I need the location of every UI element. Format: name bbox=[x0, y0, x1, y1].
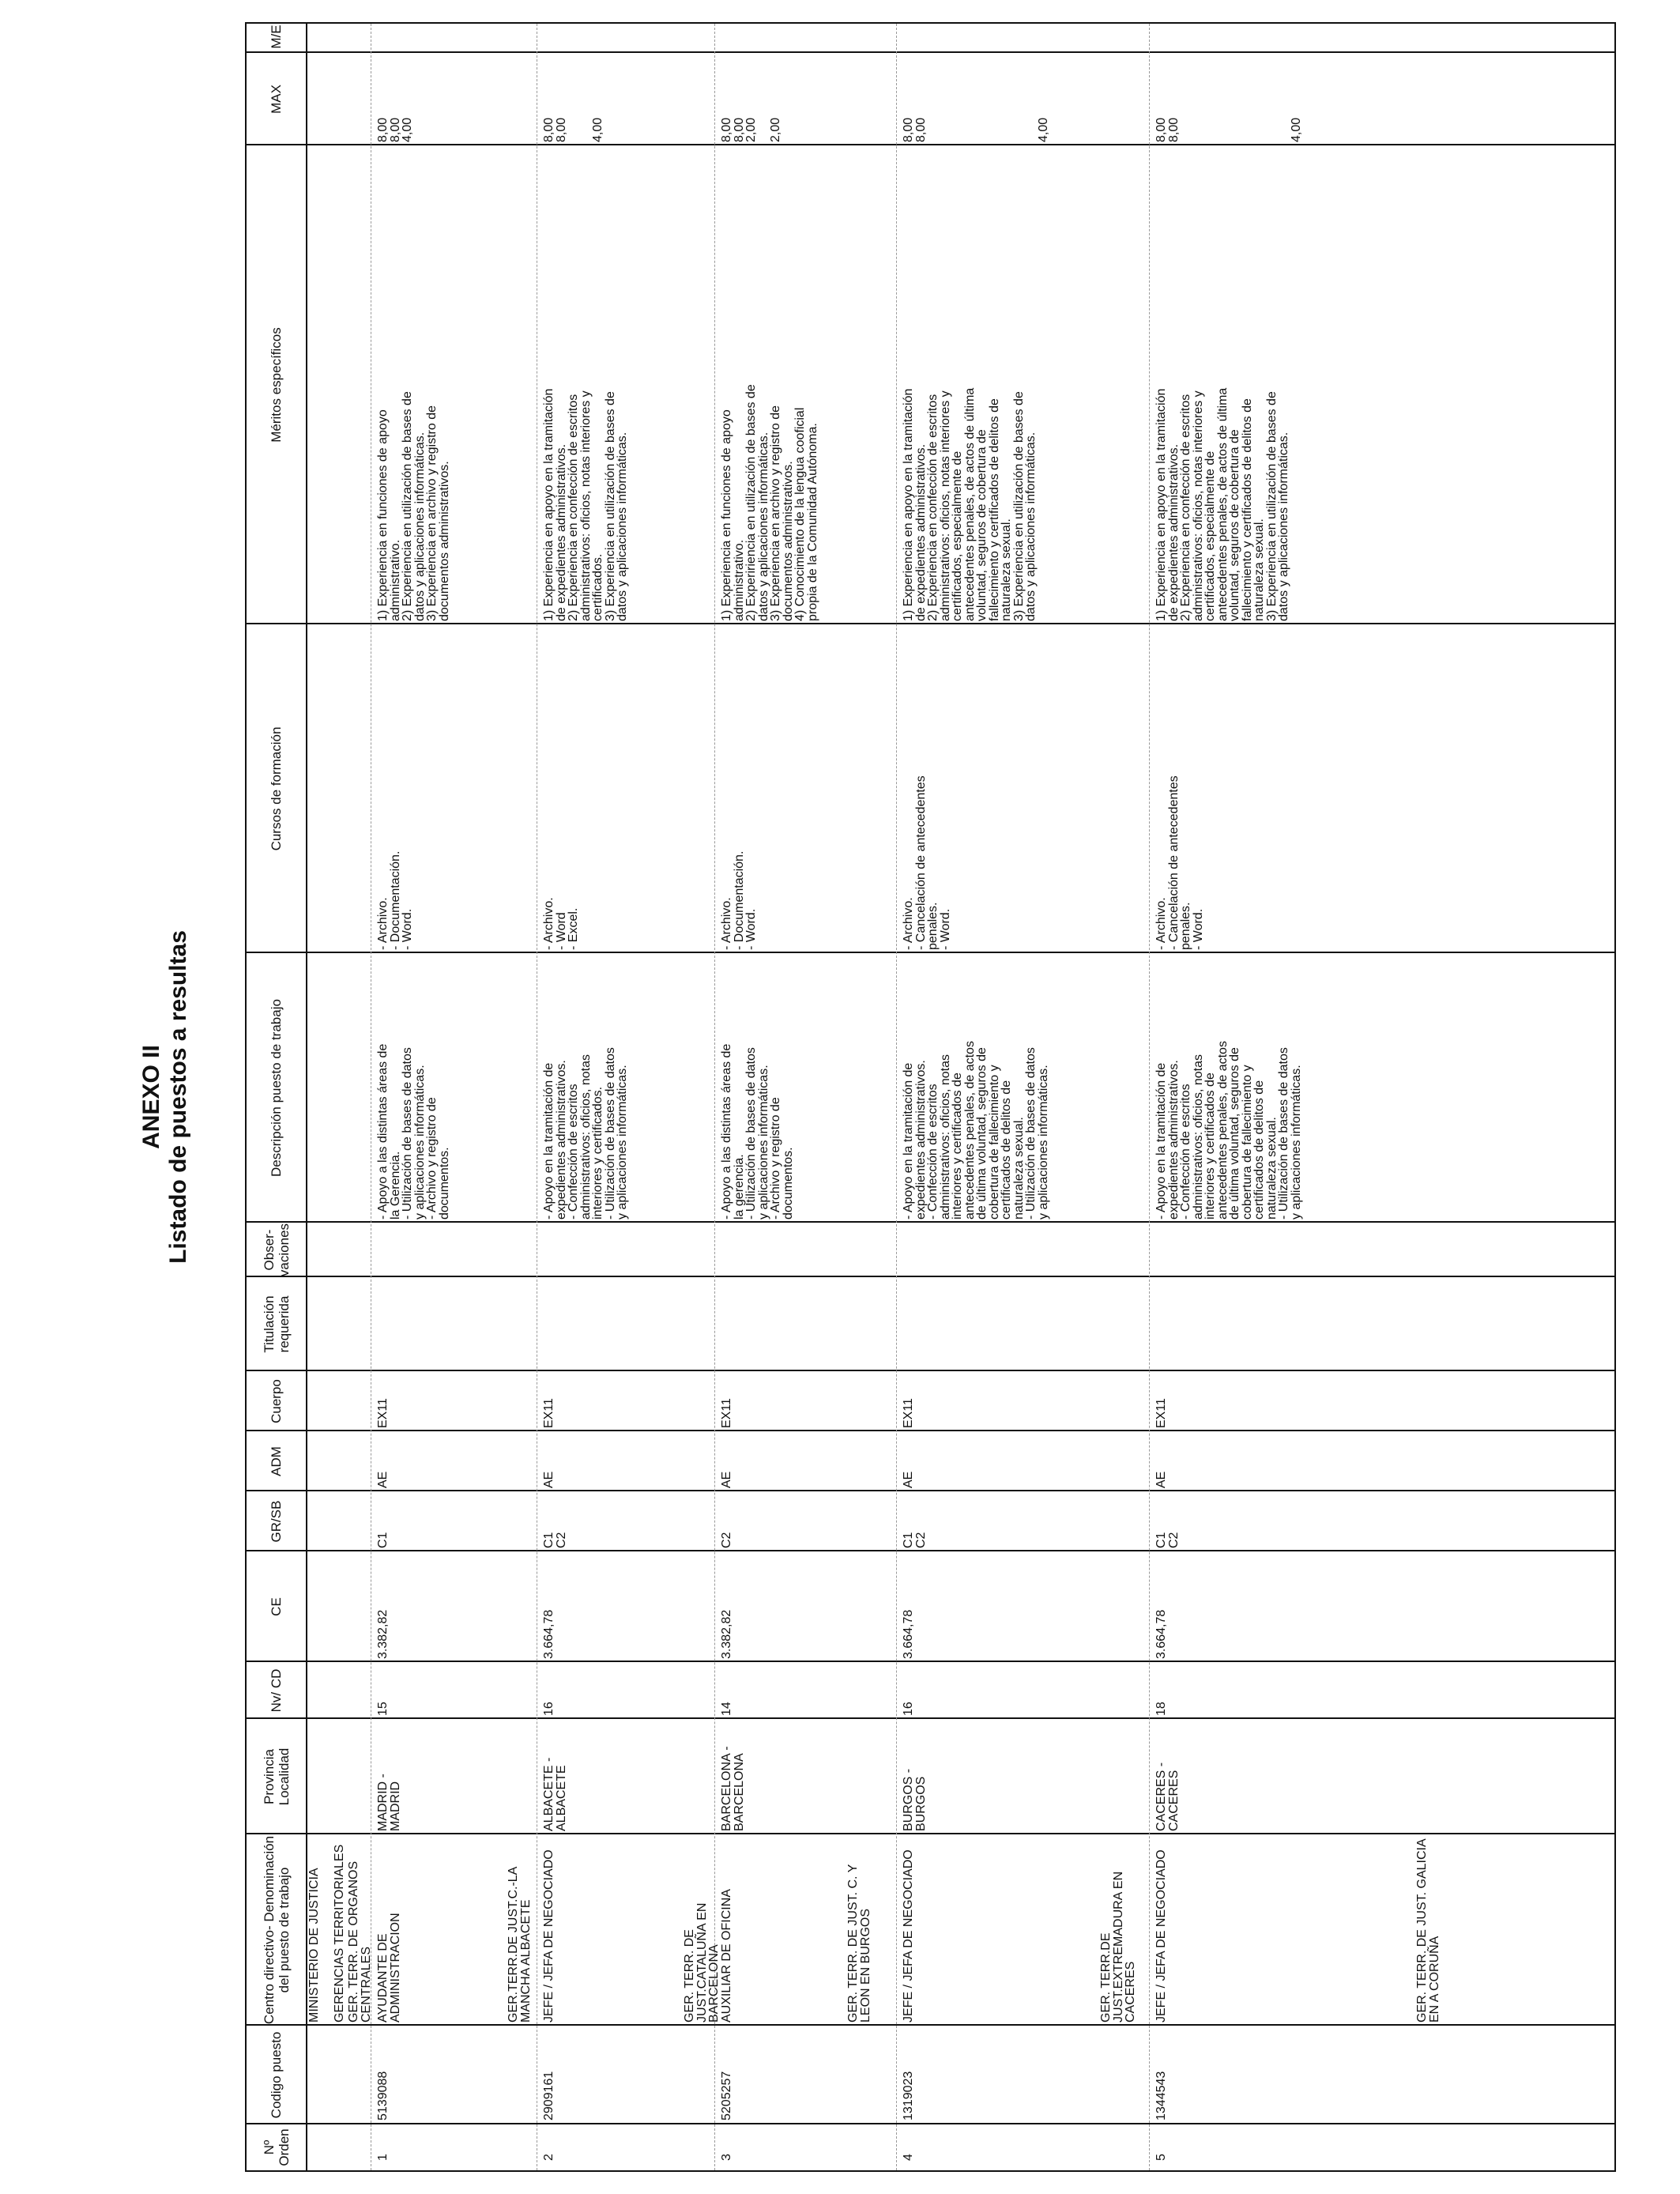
provincia-localidad: BURGOS - BURGOS bbox=[902, 1768, 928, 1831]
header-descripcion: Descripción puesto de trabajo bbox=[269, 999, 284, 1177]
nivel-cd: 15 bbox=[376, 1702, 390, 1716]
complemento-especifico: 3.382,82 bbox=[720, 1609, 733, 1659]
codigo-puesto: 1319023 bbox=[902, 2071, 915, 2120]
header-nivel: Nv/ CD bbox=[269, 1668, 284, 1713]
grupo-subgrupo: C1 C2 bbox=[902, 1532, 928, 1548]
header-centro: Centro directivo- Denominación del puesto de trabajo bbox=[261, 1835, 292, 2025]
adm-type: AE bbox=[1155, 1471, 1168, 1488]
puesto-denominacion: AYUDANTE DE ADMINISTRACION bbox=[376, 1913, 402, 2022]
cuerpo-code: EX11 bbox=[1155, 1398, 1168, 1428]
cursos-formacion: - Archivo. - Cancelación de antecedentes penales. - Word. bbox=[902, 775, 952, 950]
title-anexo: ANEXO II bbox=[138, 1045, 164, 1149]
orden-number: 2 bbox=[542, 2154, 556, 2161]
cuerpo-code: EX11 bbox=[542, 1398, 556, 1428]
orden-number: 5 bbox=[1155, 2154, 1168, 2161]
col-sep bbox=[247, 1550, 1614, 1551]
title-block bbox=[138, 0, 192, 2194]
col-sep bbox=[247, 1430, 1614, 1431]
cuerpo-code: EX11 bbox=[376, 1398, 390, 1428]
descripcion-puesto: - Apoyo en la tramitación de expedientes administrativos. - Confección de escritos administrativos: oficios, notas interiores y certificados de antecedentes penales, de actos de última voluntad, seguros de cobertura de fallecimiento y certificados de delitos de naturaleza sexual. - Utilización de bases de datos y aplicaciones informáticas. bbox=[1155, 1041, 1303, 1220]
col-sep bbox=[247, 1661, 1614, 1662]
adm-type: AE bbox=[542, 1471, 556, 1488]
nivel-cd: 16 bbox=[542, 1702, 556, 1716]
max-scores: 8,00 8,00 4,00 bbox=[542, 117, 605, 142]
col-sep bbox=[247, 51, 1614, 53]
nivel-cd: 14 bbox=[720, 1702, 733, 1716]
complemento-especifico: 3.664,78 bbox=[542, 1609, 556, 1659]
puesto-denominacion: AUXILIAR DE OFICINA bbox=[720, 1889, 733, 2022]
meritos-especificos: 1) Experiencia en funciones de apoyo administrativo. 2) Experiencia en utilización de bases de datos y aplicaciones informáticas. 3) Experiencia en archivo y registro de documentos administrativos. bbox=[376, 391, 451, 621]
cuerpo-code: EX11 bbox=[902, 1398, 915, 1428]
provincia-localidad: BARCELONA - BARCELONA bbox=[720, 1746, 746, 1831]
header-titulacion: Titulación requerida bbox=[261, 1295, 292, 1353]
header-codigo: Codigo puesto bbox=[269, 2031, 284, 2119]
provincia-localidad: ALBACETE - ALBACETE bbox=[542, 1757, 568, 1831]
max-scores: 8,00 8,00 4,00 bbox=[1155, 117, 1303, 142]
meritos-especificos: 1) Experiencia en apoyo en la tramitación de expedientes administrativos. 2) Experiencia en confección de escritos administrativos: oficios, notas interiores y certificados, especialmente de antecedentes penales, de actos de última voluntad, seguros de cobertura de fallecimiento y certificados de delitos de naturaleza sexual. 3) Experiencia en utilización de bases de datos y aplicaciones informáticas. bbox=[1155, 387, 1290, 621]
col-sep bbox=[247, 2024, 1614, 2026]
group-gerencias: GERENCIAS TERRITORIALES bbox=[333, 1844, 346, 2022]
orden-number: 3 bbox=[720, 2154, 733, 2161]
puesto-denominacion: JEFE / JEFA DE NEGOCIADO bbox=[1155, 1849, 1168, 2022]
grupo-subgrupo: C2 bbox=[720, 1532, 733, 1548]
col-sep bbox=[247, 1490, 1614, 1491]
positions-table bbox=[245, 22, 1616, 2172]
codigo-puesto: 5139088 bbox=[376, 2071, 390, 2120]
adm-type: AE bbox=[720, 1471, 733, 1488]
header-max: MAX bbox=[269, 85, 284, 114]
grupo-subgrupo: C1 C2 bbox=[1155, 1532, 1181, 1548]
header-ce: CE bbox=[269, 1597, 284, 1616]
descripcion-puesto: - Apoyo en la tramitación de expedientes administrativos. - Confección de escritos administrativos: oficios, notas interiores y certificados de antecedentes penales, de actos de última voluntad, seguros de cobertura de fallecimiento y certificados de delitos de naturaleza sexual. - Utilización de bases de datos y aplicaciones informáticas. bbox=[902, 1041, 1050, 1220]
codigo-puesto: 1344543 bbox=[1155, 2071, 1168, 2120]
orden-number: 4 bbox=[902, 2154, 915, 2161]
meritos-especificos: 1) Experiencia en apoyo en la tramitación de expedientes administrativos. 2) Experiencia en confección de escritos administrativos: oficios, notas interiores y certificados, especialmente de antecedentes penales, de actos de última voluntad, seguros de cobertura de fallecimiento y certificados de delitos de naturaleza sexual. 3) Experiencia en utilización de bases de datos y aplicaciones informáticas. bbox=[902, 387, 1038, 621]
grupo-subgrupo: C1 C2 bbox=[542, 1532, 568, 1548]
nivel-cd: 18 bbox=[1155, 1702, 1168, 1716]
centro-directivo: GER. TERR. DE ORGANOS CENTRALES bbox=[347, 1860, 373, 2022]
header-cursos: Cursos de formación bbox=[269, 726, 284, 851]
cursos-formacion: - Archivo. - Cancelación de antecedentes penales. - Word. bbox=[1155, 775, 1205, 950]
centro-directivo: GER. TERR. DE JUST. C. Y LEON EN BURGOS bbox=[846, 1864, 872, 2022]
codigo-puesto: 2909161 bbox=[542, 2071, 556, 2120]
row-separator bbox=[896, 24, 897, 2170]
header-meritos: Méritos específicos bbox=[269, 327, 284, 443]
centro-directivo: GER. TERR. DE JUST.CATALUÑA EN BARCELONA bbox=[683, 1902, 721, 2022]
col-sep bbox=[247, 1221, 1614, 1223]
orden-number: 1 bbox=[376, 2154, 390, 2161]
row-separator bbox=[1149, 24, 1150, 2170]
cursos-formacion: - Archivo. - Documentación. - Word. bbox=[376, 850, 414, 950]
codigo-puesto: 5205257 bbox=[720, 2071, 733, 2120]
col-sep bbox=[247, 623, 1614, 624]
centro-directivo: GER.TERR.DE JUST.C.-LA MANCHA ALBACETE bbox=[507, 1866, 533, 2022]
col-sep bbox=[247, 952, 1614, 953]
cursos-formacion: - Archivo. - Word - Excel. bbox=[542, 897, 580, 950]
header-me: M/E bbox=[269, 25, 284, 49]
header-grsb: GR/SB bbox=[269, 1500, 284, 1543]
provincia-localidad: CACERES - CACERES bbox=[1155, 1762, 1181, 1831]
header-observaciones: Obser- vaciones bbox=[261, 1223, 292, 1277]
title-listado: Listado de puestos a resultas bbox=[165, 930, 191, 1264]
adm-type: AE bbox=[902, 1471, 915, 1488]
nivel-cd: 16 bbox=[902, 1702, 915, 1716]
max-scores: 8,00 8,00 4,00 bbox=[376, 117, 414, 142]
col-sep bbox=[247, 144, 1614, 145]
complemento-especifico: 3.664,78 bbox=[902, 1609, 915, 1659]
max-scores: 8,00 8,00 4,00 bbox=[902, 117, 1050, 142]
adm-type: AE bbox=[376, 1471, 390, 1488]
descripcion-puesto: - Apoyo en la tramitación de expedientes administrativos. - Confección de escritos administrativos: oficios, notas interiores y certificados. - Utilización de bases de datos y aplicaciones informáticas. bbox=[542, 1047, 629, 1220]
col-sep bbox=[247, 2123, 1614, 2124]
header-provincia: Provincia Localidad bbox=[261, 1747, 292, 1806]
meritos-especificos: 1) Experiencia en funciones de apoyo administrativo. 2) Expeririencia en utilización de bases de datos y aplicaciones informáticas. 3) Experiencia en archivo y registro de documentos administrativos. 4) Conocimiento de la lengua cooficial propia de la Comunidad Autónoma. bbox=[720, 384, 819, 621]
group-ministerio: MINISTERIO DE JUSTICIA bbox=[307, 1868, 321, 2022]
max-scores: 8,00 8,00 2,00 2,00 bbox=[720, 117, 782, 142]
cursos-formacion: - Archivo. - Documentación. - Word. bbox=[720, 850, 758, 950]
col-sep bbox=[247, 1833, 1614, 1834]
puesto-denominacion: JEFE / JEFA DE NEGOCIADO bbox=[542, 1849, 556, 2022]
cuerpo-code: EX11 bbox=[720, 1398, 733, 1428]
meritos-especificos: 1) Experiencia en apoyo en la tramitación de expedientes administrativos. 2) Experiencia en confección de escritos administrativos: oficios, notas interiores y certificados. 3) Experiencia en utilización de bases de datos y aplicaciones informáticas. bbox=[542, 388, 629, 621]
col-sep bbox=[247, 1370, 1614, 1371]
complemento-especifico: 3.664,78 bbox=[1155, 1609, 1168, 1659]
col-sep bbox=[247, 1717, 1614, 1719]
header-orden: Nº Orden bbox=[261, 2128, 292, 2166]
centro-directivo: GER. TERR.DE JUST.EXTREMADURA EN CACERES bbox=[1099, 1871, 1137, 2022]
provincia-localidad: MADRID - MADRID bbox=[376, 1774, 402, 1831]
grupo-subgrupo: C1 bbox=[376, 1532, 390, 1548]
complemento-especifico: 3.382,82 bbox=[376, 1609, 390, 1659]
centro-directivo-trailing: GER. TERR. DE JUST. GALICIA EN A CORUÑA bbox=[1415, 1838, 1441, 2022]
descripcion-puesto: - Apoyo a las distintas áreas de la Gerencia. - Utilización de bases de datos y aplicaciones informáticas. - Archivo y registro de documentos. bbox=[376, 1043, 451, 1220]
col-sep bbox=[247, 1276, 1614, 1277]
header-adm: ADM bbox=[269, 1446, 284, 1476]
header-cuerpo: Cuerpo bbox=[269, 1379, 284, 1423]
descripcion-puesto: - Apoyo a las distintas áreas de la gerencia. - Utilización de bases de datos y aplicaciones informáticas. - Archivo y registro de documentos. bbox=[720, 1043, 795, 1220]
puesto-denominacion: JEFE / JEFA DE NEGOCIADO bbox=[902, 1849, 915, 2022]
header-divider bbox=[306, 24, 307, 2170]
